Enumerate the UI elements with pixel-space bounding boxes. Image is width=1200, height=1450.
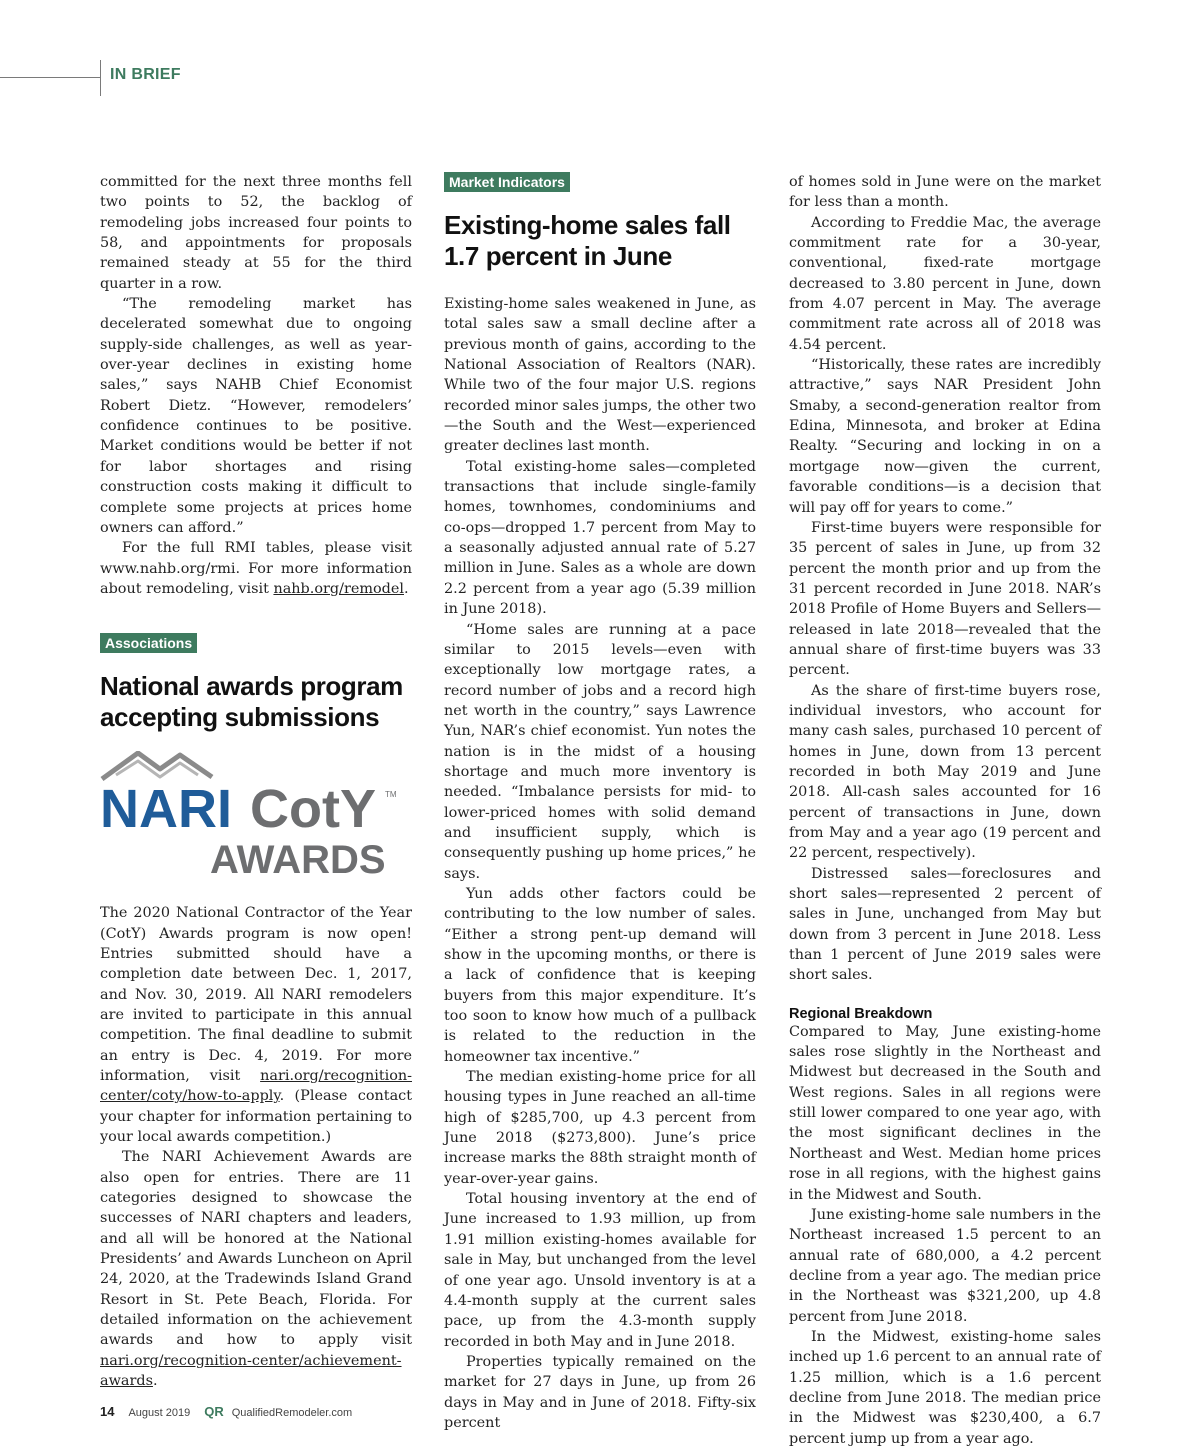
issue-date: August 2019 (128, 1407, 191, 1419)
article-headline: Existing-home sales fall 1.7 percent in June (444, 210, 731, 271)
paragraph: Properties typically remained on the market for 27 days in June, up from 26 days in May and in June of 2018. Fifty-six percent (444, 1353, 756, 1431)
paragraph: committed for the next three months fell two points to 52, the backlog of remodeling jobs increased four points to 58, and appointments for proposals remained steady at 55 for the third quarter in a row. (100, 174, 412, 292)
header-divider (100, 60, 101, 96)
page-footer (100, 1404, 352, 1419)
paragraph: “The remodeling market has decelerated somewhat due to ongoing supply-side challenges, as well as year-over-year declines in existing home sales,” says NAHB Chief Economist Robert Dietz. “However, remodelers’ confidence continues to be positive. Market conditions would be better if not for labor shortages and rising construction costs making it difficult to complete some projects at prices home owners can afford.” (100, 296, 412, 536)
coty-apply-link[interactable]: nari.org/recognition-center/coty/how-to-apply (100, 1067, 412, 1105)
logo-nari: NARI (100, 779, 232, 840)
page-number: 14 (100, 1404, 115, 1419)
paragraph: According to Freddie Mac, the average commitment rate for a 30-year, conventional, fixed-rate mortgage decreased to 3.80 percent in June, down from 4.07 percent in May. The average commitment rate across all of 2018 was 4.54 percent. (789, 214, 1101, 353)
paragraph: Distressed sales—foreclosures and short sales—represented 2 percent of sales in June, unchanged from May but down from 3 percent in June 2018. Less than 1 percent of June 2019 sales were short sales. (789, 865, 1101, 984)
paragraph: As the share of first-time buyers rose, individual investors, who account for many cash sales, purchased 10 percent of homes in June, down from 13 percent recorded in both May 2019 and June 2018. All-cash sales accounted for 16 percent of transactions in June, down from May and a year ago (19 percent and 22 percent, respectively). (789, 682, 1101, 862)
category-tag-market-indicators: Market Indicators (444, 172, 570, 192)
paragraph: “Historically, these rates are incredibly attractive,” says NAR President John Smaby, a second-generation realtor from Edina, Minnesota, and broker at Edina Realty. “Securing and locking in on a mortgage now—given the current, favorable conditions—is a decision that will pay off for years to come.” (789, 357, 1101, 516)
nari-coty-awards-logo (100, 751, 412, 881)
paragraph: The 2020 National Contractor of the Year (CotY) Awards program is now open! Entries submitted should have a completion date between Dec. 1, 2017, and Nov. 30, 2019. All NARI remodelers are invited to participate in this annual competition. The final deadline to submit an entry is Dec. 4, 2019. For more information, visit nari.org/recognition-center/coty/how-to-apply. (Please contact your chapter for information pertaining to your local awards competition.) (100, 905, 412, 1145)
paragraph: Existing-home sales weakened in June, as total sales saw a small decline after a previous month of gains, according to the National Association of Realtors (NAR). While two of the four major U.S. regions recorded minor sales jumps, the other two—the South and the West—experienced greater declines last month. (444, 296, 756, 455)
brand-logo: QR (204, 1404, 224, 1419)
paragraph: “Home sales are running at a pace similar to 2015 levels—even with exceptionally low mortgage rates, a record number of jobs and a record high net worth in the country,” says Lawrence Yun, NAR’s chief economist. Yun notes the nation is in the midst of a housing shortage and much more inventory is needed. “Imbalance persists for mid- to lower-priced homes with solid demand and insufficient supply, which is consequently pushing up home prices,” he says. (444, 621, 756, 882)
header-rule (0, 77, 100, 78)
website: QualifiedRemodeler.com (231, 1407, 353, 1419)
nahb-remodel-link[interactable]: nahb.org/remodel (273, 580, 404, 597)
paragraph: In the Midwest, existing-home sales inched up 1.6 percent to an annual rate of 1.25 million, which is a 1.6 percent decline from June 2018. The median price in the Midwest was $230,400, a 6.7 percent jump up from a year ago. (789, 1328, 1101, 1447)
logo-awards: AWARDS (210, 838, 386, 882)
logo-coty: CotY (250, 779, 376, 840)
paragraph: Total housing inventory at the end of June increased to 1.93 million, up from 1.91 million existing-homes available for sale in May, but unchanged from the level of one year ago. Unsold inventory is at a 4.4-month supply at the current sales pace, up from the 4.3-month supply recorded in both May and in June 2018. (444, 1191, 756, 1350)
column-2 (444, 172, 756, 1433)
category-tag-associations: Associations (100, 633, 197, 653)
paragraph: The NARI Achievement Awards are also open for entries. There are 11 categories designed to showcase the successes of NARI chapters and leaders, and all will be honored at the National Presidents’ and Awards Luncheon on April 24, 2020, at the Tradewinds Island Grand Resort in St. Pete Beach, Florida. For detailed information on the achievement awards and how to apply visit nari.org/recognition-center/achievement-awards. (100, 1149, 412, 1390)
paragraph: Total existing-home sales—completed transactions that include single-family homes, townhomes, condominiums and co-ops—dropped 1.7 percent from May to a seasonally adjusted annual rate of 5.27 million in June. Sales as a whole are down 2.2 percent from a year ago (5.39 million in June 2018). (444, 458, 756, 618)
paragraph: Compared to May, June existing-home sales rose slightly in the Northeast and Midwest but decreased in the South and West regions. Sales in all regions were still lower compared to one year ago, with the most significant declines in the Northeast and West. Median home prices rose in all regions, with the highest gains in the Midwest and South. (789, 1023, 1101, 1203)
section-label: IN BRIEF (110, 66, 181, 83)
paragraph: June existing-home sale numbers in the Northeast increased 1.5 percent to an annual rate of 680,000, a 4.2 percent decline from a year ago. The median price in the Northeast was $321,200, up 4.8 percent from June 2018. (789, 1206, 1101, 1325)
paragraph: The median existing-home price for all housing types in June reached an all-time high of $285,700, up 4.3 percent from June 2018 ($273,800). June’s price increase marks the 88th straight month of year-over-year gains. (444, 1069, 756, 1187)
paragraph: of homes sold in June were on the market for less than a month. (789, 174, 1101, 211)
subhead-regional-breakdown: Regional Breakdown (789, 1005, 933, 1022)
article-headline: National awards program accepting submissions (100, 671, 403, 733)
paragraph: For the full RMI tables, please visit www.nahb.org/rmi. For more information about remodeling, visit nahb.org/remodel. (100, 540, 412, 597)
column-3 (789, 172, 1101, 1449)
paragraph: Yun adds other factors could be contributing to the low number of sales. “Either a strong pent-up demand will show in the upcoming months, or there is a lack of confidence that is keeping buyers from this major expenditure. It’s too soon to know how much of a pullback is related to the reduction in the homeowner tax incentive.” (444, 885, 756, 1065)
column-1 (100, 172, 412, 1391)
achievement-awards-link[interactable]: nari.org/recognition-center/achievement-awards (100, 1352, 402, 1390)
paragraph: First-time buyers were responsible for 35 percent of sales in June, up from 32 percent the month prior and up from the 31 percent recorded in June 2018. NAR’s 2018 Profile of Home Buyers and Sellers—released in late 2018—revealed that the annual share of first-time buyers was 33 percent. (789, 519, 1101, 679)
logo-trademark: TM (385, 790, 397, 800)
